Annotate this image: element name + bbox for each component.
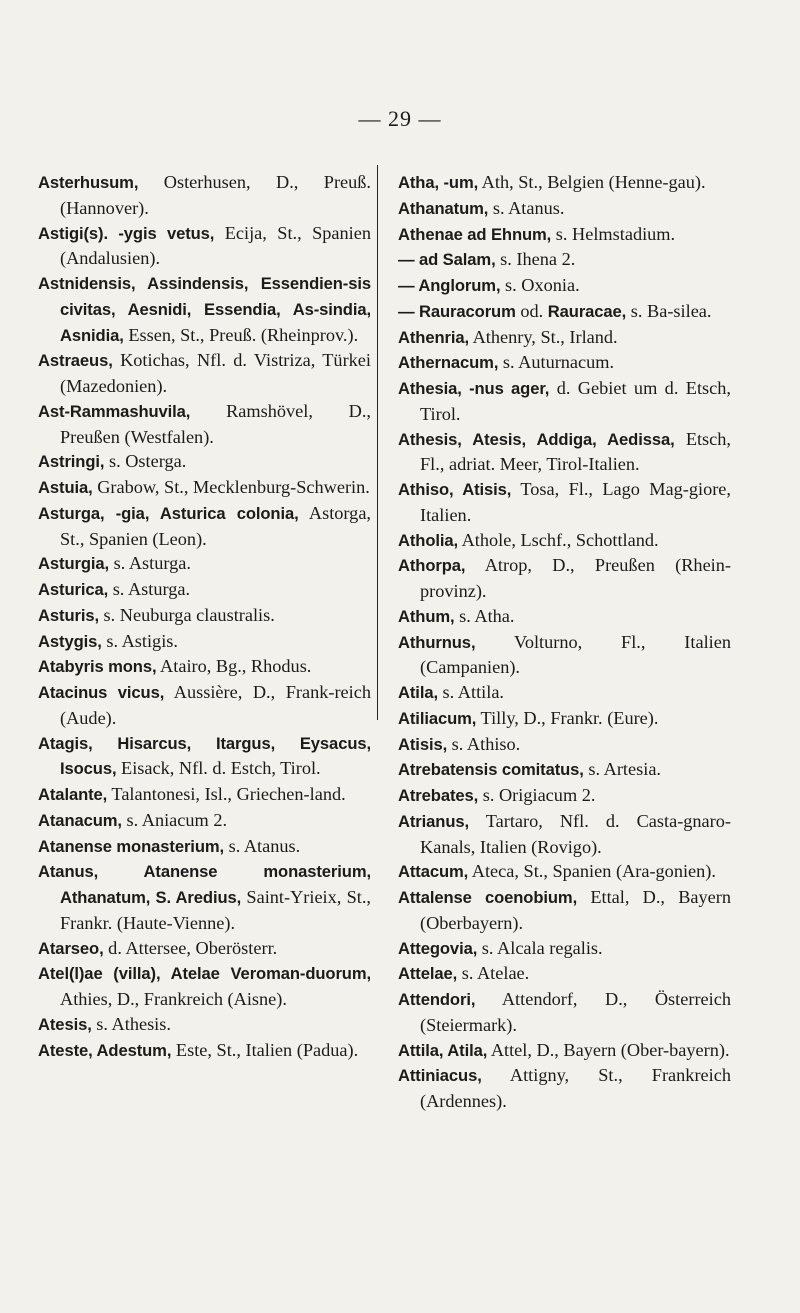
entry-definition: Ramshövel, D., Preußen (Westfalen). bbox=[60, 400, 371, 447]
entry-definition: s. Athiso. bbox=[447, 733, 521, 754]
dictionary-entry bbox=[398, 170, 731, 196]
entry-lemma: Athiso, Atisis, bbox=[398, 480, 512, 499]
dictionary-entry bbox=[398, 757, 731, 783]
dictionary-entry bbox=[38, 603, 371, 629]
entry-lemma: Atesis, bbox=[38, 1014, 92, 1034]
entry-lemma: Atalante, bbox=[38, 785, 108, 804]
dictionary-entry bbox=[398, 680, 731, 706]
entry-lemma: Athorpa, bbox=[398, 556, 466, 576]
entry-definition: Kotichas, Nfl. d. Vistriza, Türkei (Mazedonien). bbox=[60, 350, 371, 396]
dictionary-entry bbox=[398, 222, 731, 248]
entry-lemma: Atacinus vicus, bbox=[38, 683, 165, 702]
entry-lemma: Atabyris mons, bbox=[38, 657, 157, 677]
dictionary-entry bbox=[38, 1012, 371, 1038]
entry-lemma: Atel(l)ae (villa), Atelae Veroman-duorum, bbox=[38, 964, 371, 984]
entry-definition: Volturno, Fl., Italien (Campanien). bbox=[420, 631, 731, 678]
entry-definition: Attigny, St., Frankreich (Ardennes). bbox=[420, 1065, 731, 1111]
entry-definition: s. Atanus. bbox=[224, 835, 301, 856]
entry-lemma: Astringi, bbox=[38, 452, 105, 472]
entry-lemma: Attendori, bbox=[398, 990, 476, 1009]
dictionary-entry bbox=[398, 273, 731, 299]
entry-definition: s. Auturnacum. bbox=[498, 352, 615, 373]
entry-lemma: Atila, bbox=[398, 683, 438, 702]
entry-definition: s. Attila. bbox=[437, 682, 505, 702]
entry-definition: s. Alcala regalis. bbox=[477, 937, 603, 958]
entry-lemma: Astnidensis, Assindensis, Essendien-sis civitas, Aesnidi, Essendia, As-sindia, Asnidia, bbox=[38, 274, 371, 345]
entry-definition: s. Atelae. bbox=[457, 963, 530, 984]
entry-lemma: Athernacum, bbox=[398, 353, 499, 373]
entry-lemma: Ateste, Adestum, bbox=[38, 1040, 172, 1060]
entry-lemma: Athesis, Atesis, Addiga, Aedissa, bbox=[398, 429, 675, 449]
entry-lemma: Atagis, Hisarcus, Itargus, Eysacus, Isocus, bbox=[38, 733, 371, 779]
dictionary-entry bbox=[38, 348, 371, 399]
entry-definition: Atairo, Bg., Rhodus. bbox=[156, 656, 312, 677]
entry-lemma: Astygis, bbox=[38, 631, 102, 651]
entry-definition: s. Atanus. bbox=[488, 197, 565, 218]
entry-definition: Talantonesi, Isl., Griechen-land. bbox=[107, 784, 346, 804]
dictionary-entry bbox=[38, 1038, 371, 1064]
dictionary-entry bbox=[398, 325, 731, 351]
entry-definition: od. bbox=[515, 300, 548, 321]
entry-definition: Attel, D., Bayern (Ober-bayern). bbox=[487, 1039, 730, 1060]
entry-definition: s. Helmstadium. bbox=[551, 223, 676, 244]
entry-definition: s. Asturga. bbox=[108, 579, 191, 599]
dictionary-entry bbox=[38, 834, 371, 860]
dictionary-entry bbox=[398, 1038, 731, 1064]
entry-lemma: Asterhusum, bbox=[38, 173, 139, 192]
dictionary-entry bbox=[38, 271, 371, 348]
entry-lemma: Atrebatensis comitatus, bbox=[398, 760, 584, 780]
entry-definition: s. Asturga. bbox=[109, 553, 191, 574]
right-column bbox=[398, 170, 731, 1114]
entry-lemma: Attila, Atila, bbox=[398, 1040, 488, 1060]
entry-lemma: — Anglorum, bbox=[398, 276, 501, 295]
entry-definition: Aussière, D., Frank-reich (Aude). bbox=[60, 682, 372, 728]
entry-lemma: Atanacum, bbox=[38, 810, 122, 830]
entry-definition: Athole, Lschf., Schottland. bbox=[458, 529, 659, 550]
dictionary-entry bbox=[38, 936, 371, 962]
entry-definition: Osterhusen, D., Preuß. (Hannover). bbox=[60, 172, 371, 218]
entry-lemma: Atarseo, bbox=[38, 938, 104, 958]
entry-definition: Astorga, St., Spanien (Leon). bbox=[60, 502, 372, 549]
entry-definition: s. Osterga. bbox=[104, 451, 187, 472]
dictionary-entry bbox=[38, 731, 371, 783]
left-column bbox=[38, 170, 371, 1063]
entry-lemma: Astraeus, bbox=[38, 351, 113, 371]
entry-definition: Ath, St., Belgien (Henne-gau). bbox=[478, 172, 706, 192]
entry-definition: s. Atha. bbox=[454, 605, 515, 626]
dictionary-entry bbox=[398, 783, 731, 809]
entry-definition: Athenry, St., Irland. bbox=[469, 326, 618, 347]
dictionary-entry bbox=[398, 706, 731, 732]
dictionary-entry bbox=[398, 427, 731, 478]
entry-definition: Ettal, D., Bayern (Oberbayern). bbox=[420, 887, 732, 933]
entry-definition: Atrop, D., Preußen (Rhein-provinz). bbox=[420, 555, 731, 601]
dictionary-entry bbox=[38, 170, 371, 221]
entry-definition: Attendorf, D., Österreich (Steiermark). bbox=[420, 989, 731, 1035]
entry-definition: Tilly, D., Frankr. (Eure). bbox=[476, 707, 659, 728]
entry-definition: Etsch, Fl., adriat. Meer, Tirol-Italien. bbox=[420, 428, 732, 475]
entry-definition: s. Athesis. bbox=[91, 1013, 171, 1034]
entry-lemma: Ast-Rammashuvila, bbox=[38, 401, 191, 421]
entry-definition: s. Ba-silea. bbox=[626, 300, 712, 321]
entry-definition: Tosa, Fl., Lago Mag-giore, Italien. bbox=[420, 479, 731, 525]
entry-definition: s. Ihena 2. bbox=[495, 249, 576, 270]
entry-lemma: Attalense coenobium, bbox=[398, 888, 578, 907]
entry-definition: s. Artesia. bbox=[583, 759, 662, 780]
dictionary-entry bbox=[398, 961, 731, 987]
dictionary-entry bbox=[398, 732, 731, 758]
entry-lemma: Asturica, bbox=[38, 580, 109, 599]
dictionary-entry bbox=[398, 809, 731, 860]
entry-lemma: Atrianus, bbox=[398, 811, 470, 831]
dictionary-entry bbox=[38, 399, 371, 450]
entry-definition: d. Gebiet um d. Etsch, Tirol. bbox=[420, 378, 731, 424]
entry-definition: Este, St., Italien (Padua). bbox=[171, 1039, 359, 1060]
entry-definition: Grabow, St., Mecklenburg-Schwerin. bbox=[92, 477, 370, 497]
entry-lemma: Astigi(s). -ygis vetus, bbox=[38, 223, 215, 243]
dictionary-entry bbox=[398, 987, 731, 1038]
entry-definition: s. Aniacum 2. bbox=[121, 809, 228, 830]
entry-definition: Tartaro, Nfl. d. Casta-gnaro-Kanals, Italien (Rovigo). bbox=[420, 810, 731, 857]
dictionary-entry bbox=[398, 630, 731, 681]
dictionary-entry bbox=[38, 629, 371, 655]
entry-definition: Ecija, St., Spanien (Andalusien). bbox=[60, 222, 371, 269]
dictionary-entry bbox=[38, 808, 371, 834]
entry-lemma: Atrebates, bbox=[398, 786, 479, 805]
entry-lemma: Attiniacus, bbox=[398, 1066, 482, 1086]
entry-lemma: Athum, bbox=[398, 606, 455, 626]
entry-definition: s. Oxonia. bbox=[500, 275, 580, 295]
dictionary-entry bbox=[398, 885, 731, 936]
dictionary-entry bbox=[38, 961, 371, 1012]
entry-definition: Eisack, Nfl. d. Estch, Tirol. bbox=[116, 758, 321, 779]
entry-lemma: Atha, -um, bbox=[398, 173, 479, 192]
entry-definition: s. Neuburga claustralis. bbox=[98, 604, 275, 625]
dictionary-entry bbox=[38, 577, 371, 603]
entry-lemma: — ad Salam, bbox=[398, 250, 496, 270]
entry-definition: Athies, D., Frankreich (Aisne). bbox=[60, 989, 287, 1009]
entry-lemma: Attelae, bbox=[398, 964, 458, 984]
entry-lemma: Rauracae, bbox=[547, 301, 627, 321]
entry-definition: s. Origiacum 2. bbox=[478, 785, 596, 805]
dictionary-entry bbox=[398, 553, 731, 604]
dictionary-entry bbox=[398, 604, 731, 630]
dictionary-entry bbox=[38, 654, 371, 680]
dictionary-entry bbox=[398, 299, 731, 325]
entry-lemma: Athenria, bbox=[398, 327, 470, 347]
entry-lemma: Atisis, bbox=[398, 734, 448, 754]
entry-lemma: Athesia, -nus ager, bbox=[398, 379, 550, 398]
entry-lemma: Athurnus, bbox=[398, 632, 476, 652]
entry-lemma: — Rauracorum bbox=[398, 301, 516, 321]
entry-lemma: Atiliacum, bbox=[398, 708, 477, 728]
dictionary-entry bbox=[38, 221, 371, 272]
dictionary-entry bbox=[398, 196, 731, 222]
entry-lemma: Asturgia, bbox=[38, 554, 110, 574]
dictionary-entry bbox=[398, 528, 731, 554]
dictionary-entry bbox=[398, 477, 731, 528]
entry-definition: d. Attersee, Oberösterr. bbox=[103, 937, 278, 958]
entry-lemma: Asturga, -gia, Asturica colonia, bbox=[38, 503, 299, 523]
dictionary-entry bbox=[38, 501, 371, 552]
entry-lemma: Atanus, Atanense monasterium, Athanatum, S. Aredius, bbox=[38, 862, 371, 907]
dictionary-entry bbox=[398, 1063, 731, 1114]
entry-lemma: Atholia, bbox=[398, 530, 459, 550]
dictionary-entry bbox=[38, 782, 371, 808]
dictionary-entry bbox=[398, 936, 731, 962]
entry-lemma: Astuia, bbox=[38, 478, 93, 497]
entry-lemma: Attegovia, bbox=[398, 938, 478, 958]
entry-lemma: Athanatum, bbox=[398, 198, 489, 218]
entry-lemma: Attacum, bbox=[398, 862, 469, 882]
entry-lemma: Athenae ad Ehnum, bbox=[398, 224, 552, 244]
entry-definition: Saint-Yrieix, St., Frankr. (Haute-Vienne). bbox=[60, 887, 371, 933]
dictionary-entry bbox=[398, 350, 731, 376]
entry-lemma: Asturis, bbox=[38, 605, 99, 625]
dictionary-entry bbox=[38, 449, 371, 475]
dictionary-entry bbox=[38, 859, 371, 935]
entry-definition: s. Astigis. bbox=[101, 630, 178, 651]
dictionary-entry bbox=[38, 551, 371, 577]
column-divider bbox=[377, 165, 378, 720]
dictionary-entry bbox=[398, 859, 731, 885]
dictionary-entry bbox=[38, 680, 371, 731]
page-number: — 29 — bbox=[358, 106, 442, 131]
entry-definition: Ateca, St., Spanien (Ara-gonien). bbox=[468, 861, 716, 882]
dictionary-entry bbox=[398, 376, 731, 427]
entry-lemma: Atanense monasterium, bbox=[38, 836, 225, 856]
dictionary-entry bbox=[398, 247, 731, 273]
entry-definition: Essen, St., Preuß. (Rheinprov.). bbox=[123, 324, 359, 345]
dictionary-entry bbox=[38, 475, 371, 501]
